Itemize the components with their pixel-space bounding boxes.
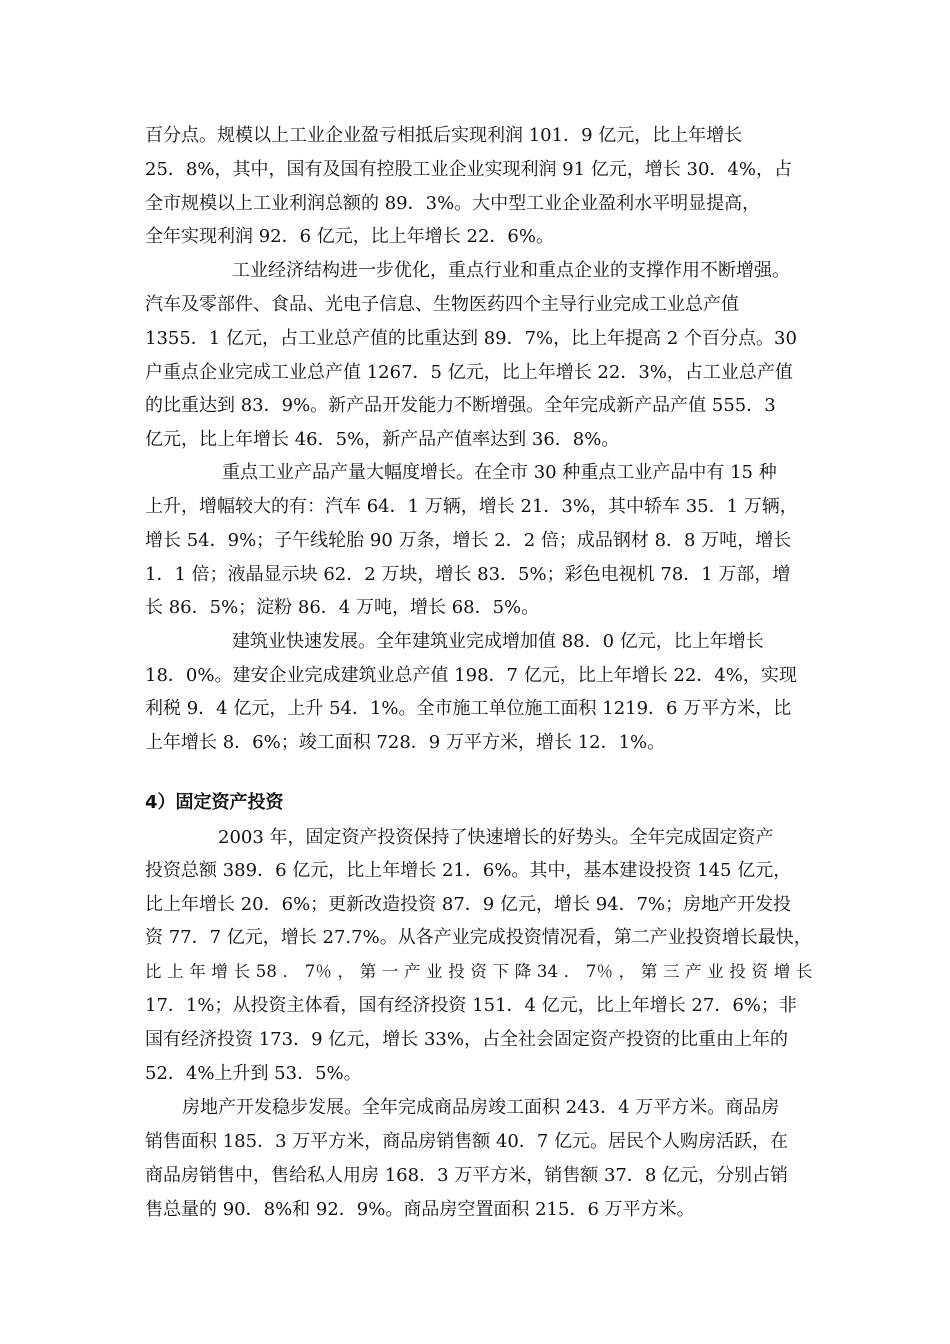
paragraph-line: 52．4%上升到 53．5%。 [145,1063,362,1084]
paragraph-line: 工业经济结构进一步优化，重点行业和重点企业的支撑作用不断增强。 [232,260,790,281]
paragraph-line: 全年实现利润 92．6 亿元，比上年增长 22．6%。 [145,226,554,247]
paragraph-line: 建筑业快速发展。全年建筑业完成增加值 88．0 亿元，比上年增长 [232,631,764,652]
paragraph-line: 1．1 倍；液晶显示块 62．2 万块，增长 83．5%；彩色电视机 78．1 万部，增 [145,564,791,585]
paragraph-line: 长 86．5%；淀粉 86．4 万吨，增长 68．5%。 [145,597,540,618]
paragraph-line: 2003 年，固定资产投资保持了快速增长的好势头。全年完成固定资产 [218,827,774,848]
section-heading: 4）固定资产投资 [145,792,284,813]
paragraph-line: 百分点。规模以上工业企业盈亏相抵后实现利润 101．9 亿元，比上年增长 [145,125,743,146]
paragraph-line: 销售面积 185．3 万平方米，商品房销售额 40．7 亿元。居民个人购房活跃，在 [145,1131,789,1152]
paragraph-line: 17．1%；从投资主体看，国有经济投资 151．4 亿元，比上年增长 27．6%；非 [145,995,797,1016]
paragraph-line: 利税 9．4 亿元，上升 54．1%。全市施工单位施工面积 1219．6 万平方米，比 [145,698,792,719]
paragraph-line: 售总量的 90．8%和 92．9%。商品房空置面积 215．6 万平方米。 [145,1199,695,1220]
paragraph-line: 18．0%。建安企业完成建筑业总产值 198．7 亿元，比上年增长 22．4%，实现 [145,665,797,686]
paragraph-line: 房地产开发稳步发展。全年完成商品房竣工面积 243．4 万平方米。商品房 [182,1097,780,1118]
paragraph-line: 比上年增长 20．6%；更新改造投资 87．9 亿元，增长 94．7%；房地产开发投 [145,894,792,915]
paragraph-line: 的比重达到 83．9%。新产品开发能力不断增强。全年完成新产品产值 555．3 [145,395,776,416]
paragraph-line: 重点工业产品产量大幅度增长。在全市 30 种重点工业产品中有 15 种 [222,462,777,483]
paragraph-line: 国有经济投资 173．9 亿元，增长 33%，占全社会固定资产投资的比重由上年的 [145,1029,788,1050]
paragraph-line: 上升，增幅较大的有：汽车 64．1 万辆，增长 21．3%，其中轿车 35．1 万辆， [145,496,798,517]
paragraph-line: 1355．1 亿元，占工业总产值的比重达到 89．7%，比上年提高 2 个百分点。30 [145,328,797,349]
paragraph-line: 增长 54．9%；子午线轮胎 90 万条，增长 2．2 倍；成品钢材 8．8 万吨，增长 [145,530,792,551]
paragraph-line: 全市规模以上工业利润总额的 89．3%。大中型工业企业盈利水平明显提高， [145,193,761,214]
paragraph-line: 资 77．7 亿元，增长 27.7%。从各产业完成投资情况看，第二产业投资增长最快， [145,927,812,948]
paragraph-line: 亿元，比上年增长 46．5%，新产品产值率达到 36．8%。 [145,429,620,450]
paragraph-line: 汽车及零部件、食品、光电子信息、生物医药四个主导行业完成工业总产值 [145,294,739,315]
paragraph-line: 投资总额 389．6 亿元，比上年增长 21．6%。其中，基本建设投资 145 亿元， [145,860,792,881]
paragraph-line: 商品房销售中，售给私人用房 168．3 万平方米，销售额 37．8 亿元，分别占销 [145,1165,789,1186]
paragraph-line: 上年增长 8．6%；竣工面积 728．9 万平方米，增长 12．1%。 [145,732,666,753]
paragraph-line: 户重点企业完成工业总产值 1267．5 亿元，比上年增长 22．3%，占工业总产值 [145,362,793,383]
paragraph-line: 25．8%，其中，国有及国有控股工业企业实现利润 91 亿元，增长 30．4%，占 [145,159,792,180]
paragraph-line: 比 上 年 增 长 58 ． 7％ ， 第 一 产 业 投 资 下 降 34 ． 7％ ， 第 三 产 业 投 资 增 长 [145,962,813,981]
